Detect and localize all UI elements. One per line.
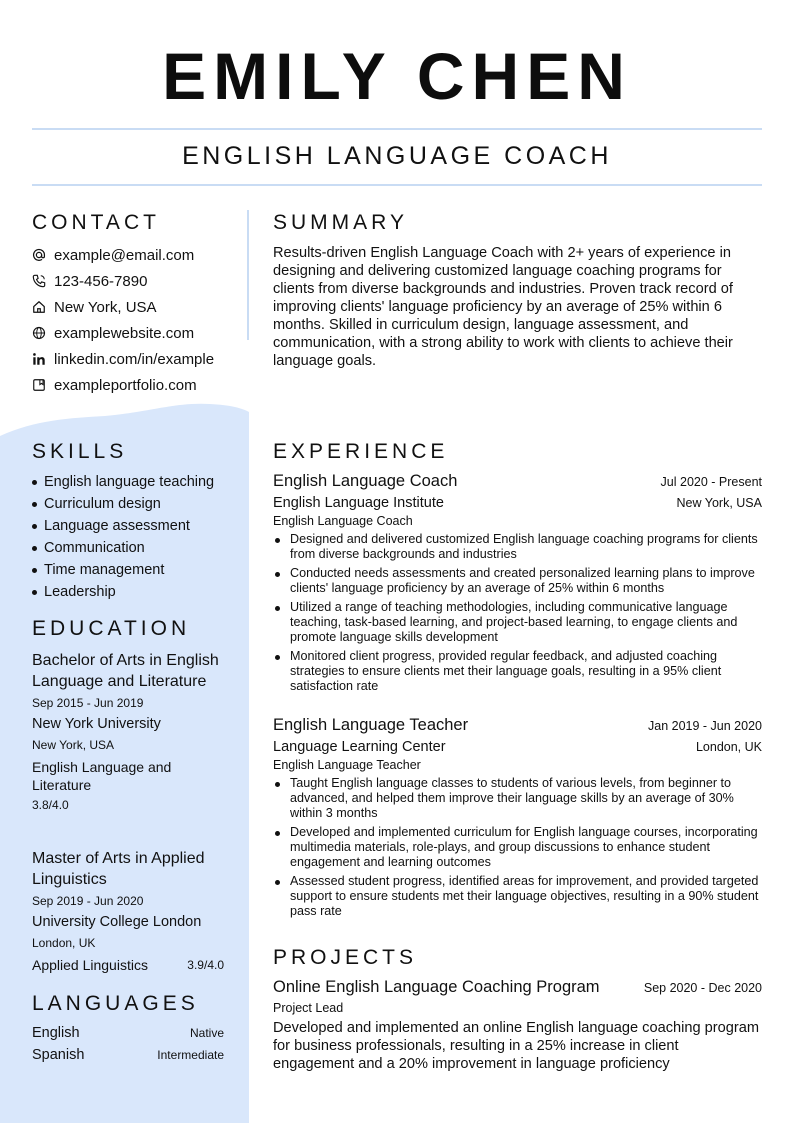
contact-phone-text: 123-456-7890: [54, 272, 148, 290]
language-level: Native: [189, 1026, 224, 1040]
contact-location-text: New York, USA: [54, 298, 157, 316]
bullet-icon: [32, 502, 37, 507]
bullet-icon: [32, 524, 37, 529]
list-item: Curriculum design: [32, 493, 242, 515]
list-item: Assessed student progress, identified areas for improvement, and provided targeted support to ensure students met their language objectives, resulting in a 90% student pass rate: [273, 874, 762, 919]
languages-heading: LANGUAGES: [32, 992, 199, 1015]
summary-text: Results-driven English Language Coach with 2+ years of experience in designing and delivering customized language coaching programs for clients from diverse backgrounds and industries. Proven track record of improving clients' language proficiency by an average of 25% within 6 months. Skilled in curriculum design, language assessment, and communication, with a strong ability to work with clients to achieve their language goals.: [273, 245, 733, 369]
list-item: English language teaching: [32, 471, 242, 493]
header-rule-bottom: [32, 184, 762, 186]
education-dates: Sep 2015 - Jun 2019: [32, 696, 144, 710]
contact-linkedin-text: linkedin.com/in/example: [54, 350, 215, 368]
language-level: Intermediate: [157, 1048, 224, 1062]
contact-list: [32, 242, 242, 398]
resume-name: EMILY CHEN: [162, 39, 632, 113]
education-entry: [32, 848, 227, 975]
education-heading: EDUCATION: [32, 617, 191, 640]
list-item: Language assessment: [32, 515, 242, 537]
project-entry: [273, 978, 762, 1073]
experience-heading: EXPERIENCE: [273, 440, 449, 463]
education-gpa: 3.9/4.0: [187, 958, 224, 972]
list-item: Utilized a range of teaching methodologies, including communicative language teaching, task-based learning, and project-based learning, to engage clients and promote language skills development: [273, 600, 762, 645]
list-item: Taught English language classes to students of various levels, from beginner to advanced, and helped them improve their language skills by an average of 30% within 3 months: [273, 776, 762, 821]
education-field-row: [32, 955, 224, 975]
experience-org: English Language Institute: [273, 495, 444, 511]
experience-org: Language Learning Center: [273, 739, 446, 755]
language-row: [32, 1044, 224, 1066]
list-item: Leadership: [32, 581, 242, 603]
experience-dates: Jan 2019 - Jun 2020: [648, 719, 762, 733]
contact-website[interactable]: [32, 320, 242, 346]
education-gpa: 3.8/4.0: [32, 798, 69, 812]
skills-heading: SKILLS: [32, 440, 128, 463]
contact-portfolio[interactable]: [32, 372, 242, 398]
experience-location: London, UK: [695, 740, 762, 754]
bullet-icon: [32, 568, 37, 573]
project-dates: Sep 2020 - Dec 2020: [643, 981, 762, 995]
experience-dates: Jul 2020 - Present: [660, 475, 762, 489]
contact-phone[interactable]: [32, 268, 242, 294]
list-item: Monitored client progress, provided regular feedback, and adjusted coaching strategies to ensure clients met their language goals, resulting in a 95% client satisfaction rate: [273, 649, 762, 694]
list-item: Communication: [32, 537, 242, 559]
resume-job-title: ENGLISH LANGUAGE COACH: [182, 142, 612, 170]
globe-icon: [32, 326, 46, 340]
experience-bullets: [273, 776, 762, 919]
education-field: English Language and Literature: [32, 759, 172, 793]
projects-heading: PROJECTS: [273, 946, 418, 969]
education-entry: [32, 650, 227, 815]
list-item: Time management: [32, 559, 242, 581]
language-name: English: [32, 1025, 80, 1041]
experience-bullets: [273, 532, 762, 694]
skills-list: [32, 471, 242, 603]
education-degree: Bachelor of Arts in English Language and Literature: [32, 652, 219, 690]
list-item: Conducted needs assessments and created personalized learning plans to improve clients' language proficiency by an average of 25% within 6 months: [273, 566, 762, 596]
bullet-icon: [32, 590, 37, 595]
project-role: Project Lead: [273, 1001, 344, 1015]
contact-email-text: example@email.com: [54, 246, 195, 264]
language-row: [32, 1022, 224, 1044]
phone-icon: [32, 274, 46, 288]
contact-portfolio-text: exampleportfolio.com: [54, 376, 197, 394]
summary-heading: SUMMARY: [273, 211, 408, 234]
education-location: London, UK: [32, 936, 96, 950]
at-icon: [32, 248, 46, 262]
contact-heading: CONTACT: [32, 211, 160, 234]
column-divider: [247, 210, 249, 340]
linkedin-icon: [32, 352, 46, 366]
project-description: Developed and implemented an online English language coaching program for business professionals, resulting in a 25% increase in client engagement and a 20% improvement in language proficiency: [273, 1020, 759, 1072]
bullet-icon: [32, 546, 37, 551]
header-rule-top: [32, 128, 762, 130]
portfolio-icon: [32, 378, 46, 392]
experience-role: English Language Coach: [273, 472, 458, 490]
education-location: New York, USA: [32, 738, 115, 752]
home-icon: [32, 300, 46, 314]
education-field: Applied Linguistics: [32, 957, 148, 973]
education-dates: Sep 2019 - Jun 2020: [32, 894, 144, 908]
contact-email[interactable]: [32, 242, 242, 268]
contact-location: [32, 294, 242, 320]
education-school: New York University: [32, 716, 161, 732]
list-item: Designed and delivered customized English language coaching programs for clients from diverse backgrounds and industries: [273, 532, 762, 562]
experience-position: English Language Teacher: [273, 758, 421, 772]
experience-entry: [273, 716, 762, 923]
education-degree: Master of Arts in Applied Linguistics: [32, 850, 205, 888]
experience-role: English Language Teacher: [273, 716, 469, 734]
project-title: Online English Language Coaching Program: [273, 978, 600, 996]
experience-location: New York, USA: [676, 496, 762, 510]
experience-position: English Language Coach: [273, 514, 413, 528]
bullet-icon: [32, 480, 37, 485]
education-school: University College London: [32, 914, 202, 930]
contact-linkedin[interactable]: [32, 346, 242, 372]
contact-website-text: examplewebsite.com: [54, 324, 195, 342]
language-name: Spanish: [32, 1047, 85, 1063]
list-item: Developed and implemented curriculum for English language courses, incorporating multimedia materials, role-plays, and group discussions to enhance student engagement and learning outcomes: [273, 825, 762, 870]
experience-entry: [273, 472, 762, 698]
